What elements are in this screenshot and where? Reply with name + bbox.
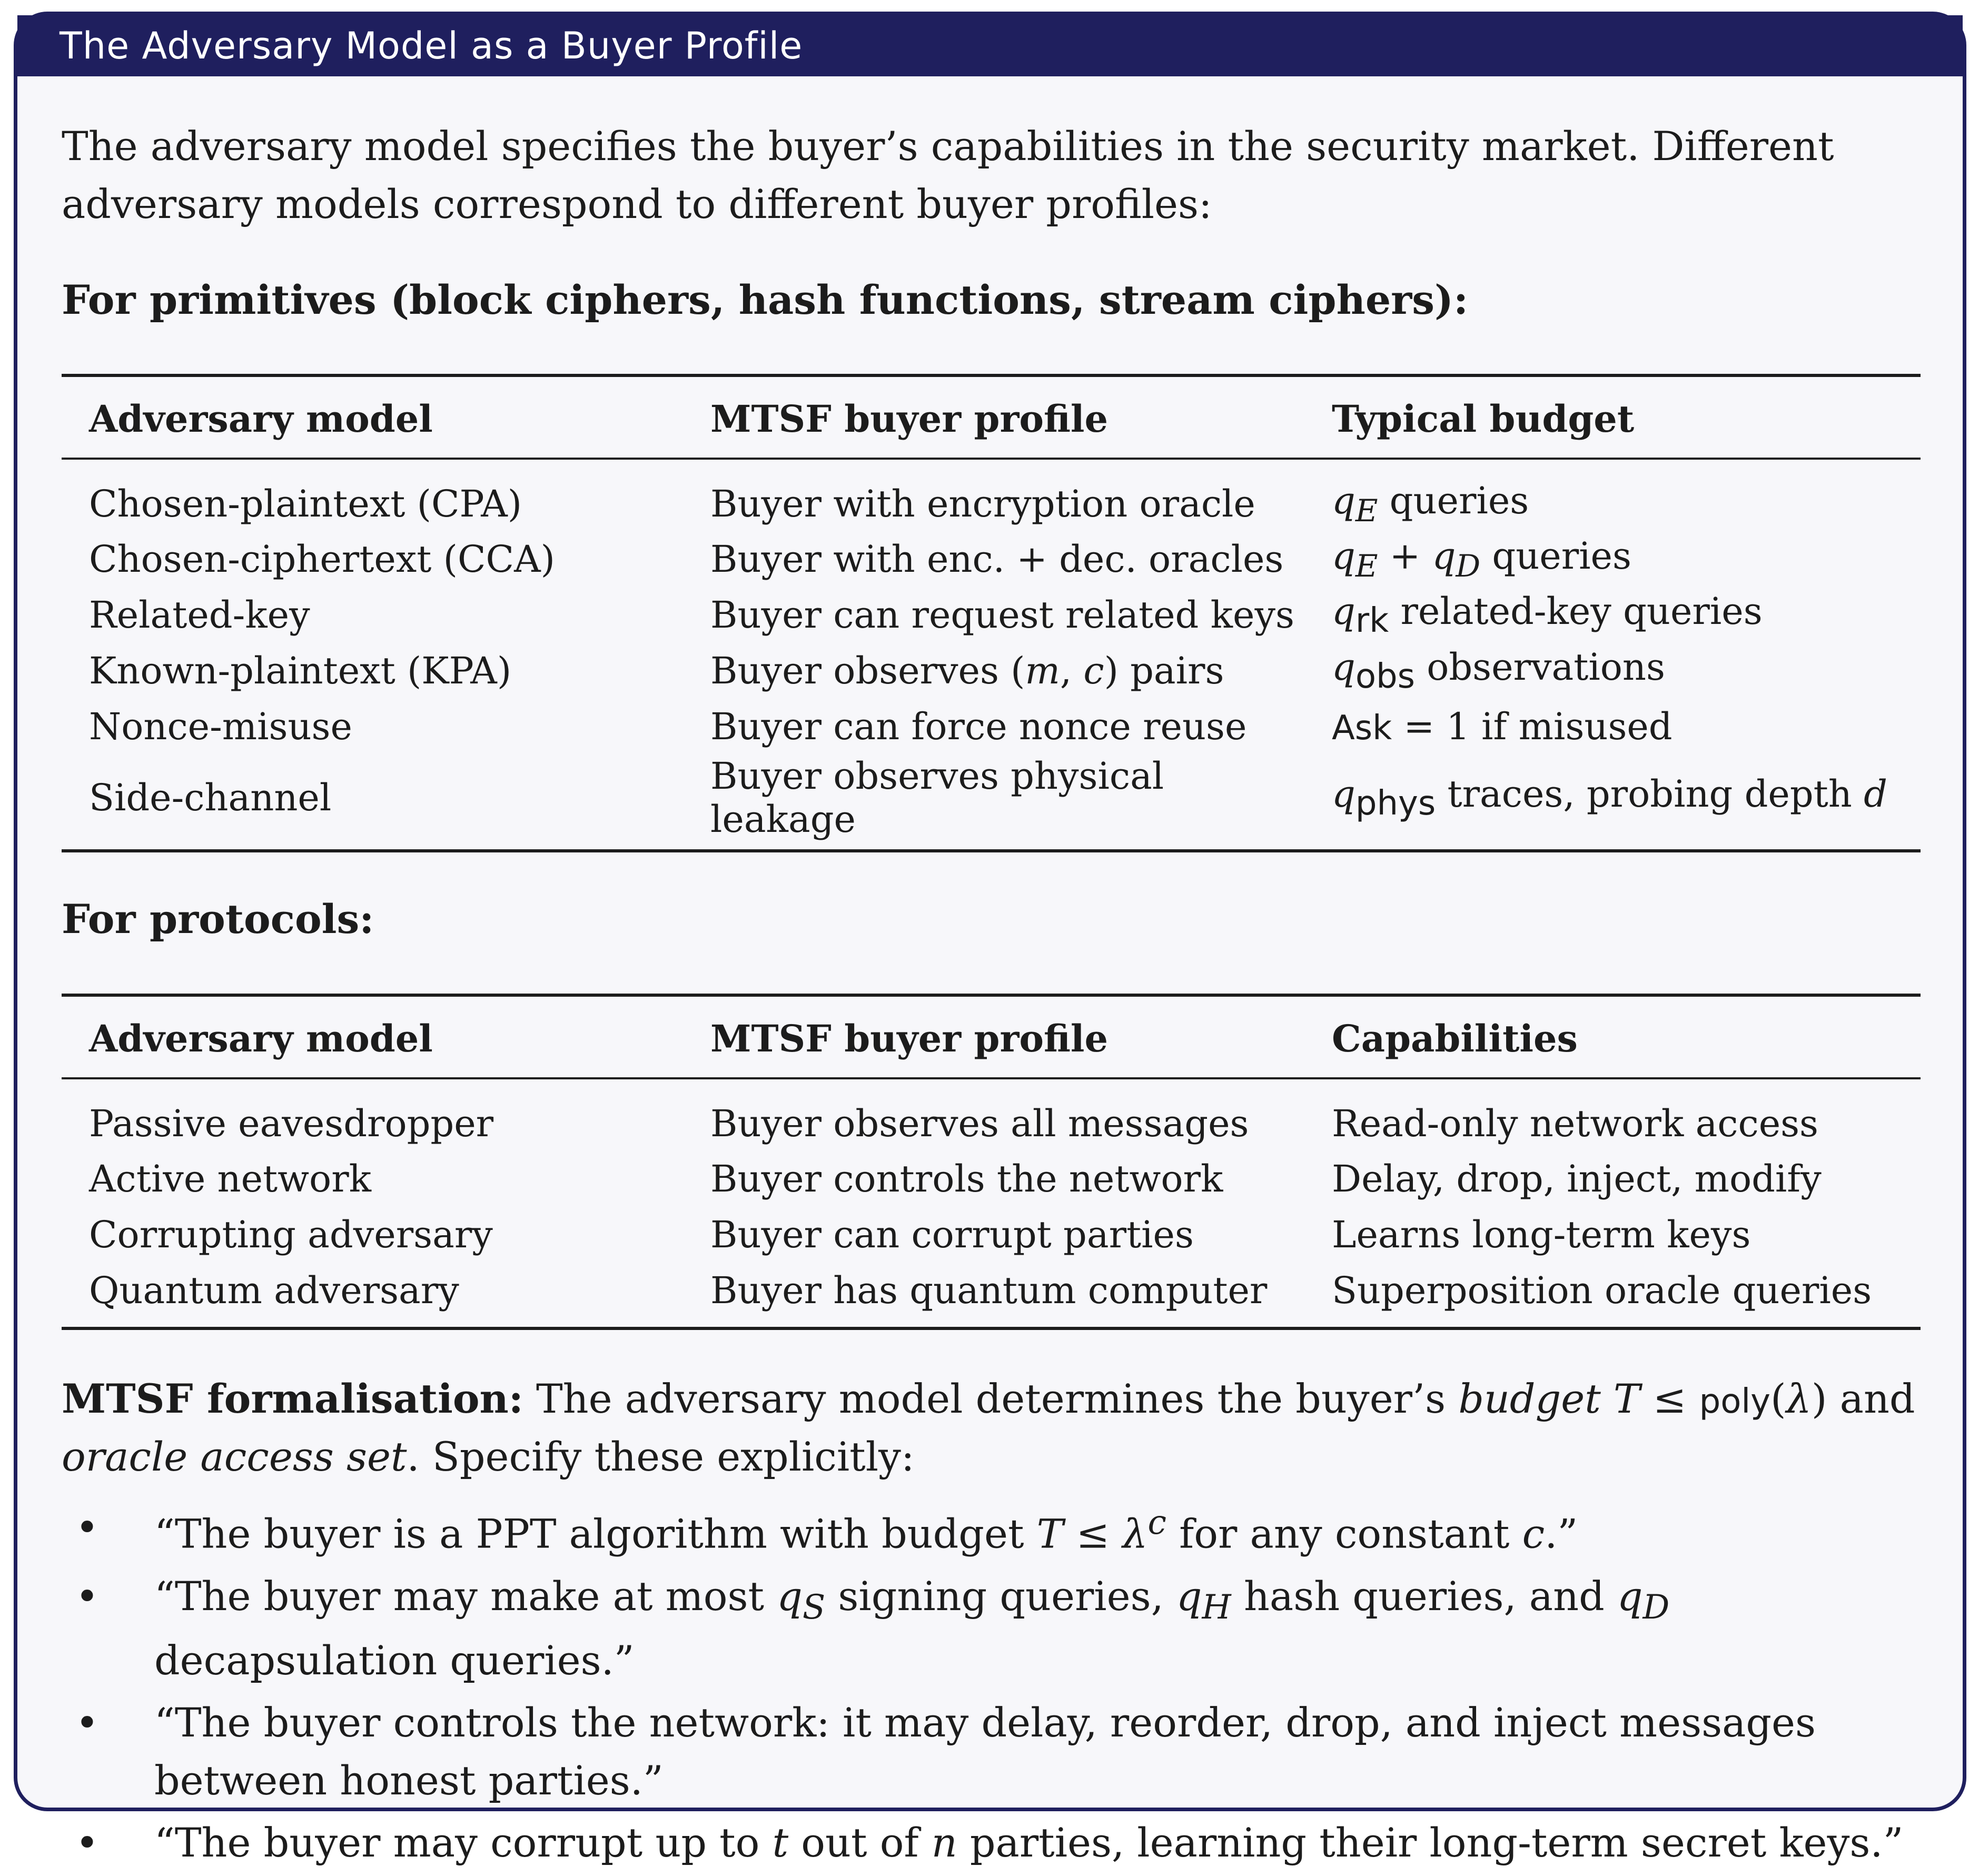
cell-capability: Superposition oracle queries: [1332, 1268, 1872, 1312]
column-header-buyer-profile: MTSF buyer profile: [710, 396, 1109, 441]
cell-budget: Ask = 1 if misused: [1332, 704, 1673, 748]
table-row: [62, 531, 1921, 587]
bullet-text: “The buyer controls the network: it may delay, reorder, drop, and inject messages between honest parties.”: [154, 1699, 1816, 1804]
cell-budget: $q_E + q_D$ queries: [1332, 534, 1631, 584]
box-content: [62, 76, 1921, 1876]
box-title: The Adversary Model as a Buyer Profile: [17, 15, 1963, 76]
bullet-icon: •: [75, 1699, 99, 1746]
table-row: [62, 755, 1921, 851]
list-item: [62, 1694, 1921, 1810]
protocols-heading: For protocols:: [62, 895, 374, 942]
cell-profile: Buyer controls the network: [710, 1157, 1223, 1200]
cell-budget: $q_{obs}$ observations: [1332, 645, 1665, 696]
cell-profile: Buyer can request related keys: [710, 593, 1294, 637]
cell-profile: Buyer can corrupt parties: [710, 1213, 1194, 1256]
cell-budget: $q_{phys}$ traces, probing depth d: [1332, 772, 1887, 823]
cell-capability: Read-only network access: [1332, 1101, 1818, 1145]
cell-model: Chosen-plaintext (CPA): [89, 482, 522, 525]
cell-model: Nonce-misuse: [89, 704, 352, 748]
table-row: [62, 587, 1921, 643]
intro-paragraph: The adversary model specifies the buyer’s capabilities in the security market. Different adversary models correspond to different buyer profiles:: [62, 123, 1834, 228]
list-item: • “The buyer may corrupt up to t out of n parties, learning their long-term secret keys.”: [62, 1814, 1921, 1872]
cell-model: Active network: [89, 1157, 372, 1200]
bullet-icon: •: [75, 1504, 99, 1551]
cell-profile: Buyer observes all messages: [710, 1101, 1249, 1145]
cell-model: Quantum adversary: [89, 1268, 459, 1312]
cell-capability: Delay, drop, inject, modify: [1332, 1157, 1822, 1200]
buyer-profile-box: [14, 12, 1966, 1867]
primitives-table: [62, 374, 1921, 852]
table-row: [62, 1151, 1921, 1207]
table-row: [62, 1263, 1921, 1328]
list-item: • “The buyer is a PPT algorithm with budget $T \le \lambda^c$ for any constant c.”: [62, 1498, 1921, 1563]
cell-profile: Buyer with encryption oracle: [710, 482, 1255, 525]
list-item: • “The buyer may make at most $q_S$ signing queries, $q_H$ hash queries, and $q_D$ decapsulation queries.”: [62, 1567, 1921, 1690]
column-header-adversary-model: Adversary model: [89, 1016, 433, 1060]
cell-capability: Learns long-term keys: [1332, 1213, 1751, 1256]
primitives-heading: For primitives (block ciphers, hash functions, stream ciphers):: [62, 276, 1469, 324]
table-header-row: [62, 995, 1921, 1078]
table-row: [62, 1078, 1921, 1151]
cell-model: Known-plaintext (KPA): [89, 649, 512, 692]
cell-budget: $q_E$ queries: [1332, 479, 1529, 529]
cell-profile: Buyer can force nonce reuse: [710, 704, 1247, 748]
column-header-typical-budget: Typical budget: [1332, 396, 1635, 441]
cell-model: Related-key: [89, 593, 310, 637]
column-header-buyer-profile: MTSF buyer profile: [710, 1016, 1109, 1060]
table-row: [62, 459, 1921, 531]
cell-profile: Buyer has quantum computer: [710, 1268, 1268, 1312]
column-header-adversary-model: Adversary model: [89, 396, 433, 441]
protocols-table: [62, 994, 1921, 1330]
cell-profile: Buyer observes physical leakage: [710, 754, 1164, 841]
formalisation-bullets: [62, 1498, 1921, 1872]
table-header-row: [62, 375, 1921, 459]
cell-model: Corrupting adversary: [89, 1213, 493, 1256]
formalisation-lead: MTSF formalisation:: [62, 1375, 523, 1422]
cell-profile: Buyer observes (m, c) pairs: [710, 649, 1224, 692]
table-row: [62, 1207, 1921, 1263]
column-header-capabilities: Capabilities: [1332, 1016, 1578, 1060]
formalisation-paragraph: MTSF formalisation: The adversary model determines the buyer’s budget T ≤ poly(λ) and oracle access set. Specify these explicitly:: [62, 1375, 1915, 1480]
bullet-icon: •: [75, 1572, 99, 1620]
cell-model: Side-channel: [89, 776, 332, 819]
cell-budget: $q_{rk}$ related-key queries: [1332, 589, 1763, 640]
table-row: [62, 643, 1921, 699]
bullet-icon: •: [75, 1819, 99, 1867]
table-row: [62, 699, 1921, 755]
cell-profile: Buyer with enc. + dec. oracles: [710, 537, 1284, 581]
cell-model: Chosen-ciphertext (CCA): [89, 537, 555, 581]
cell-model: Passive eavesdropper: [89, 1101, 494, 1145]
